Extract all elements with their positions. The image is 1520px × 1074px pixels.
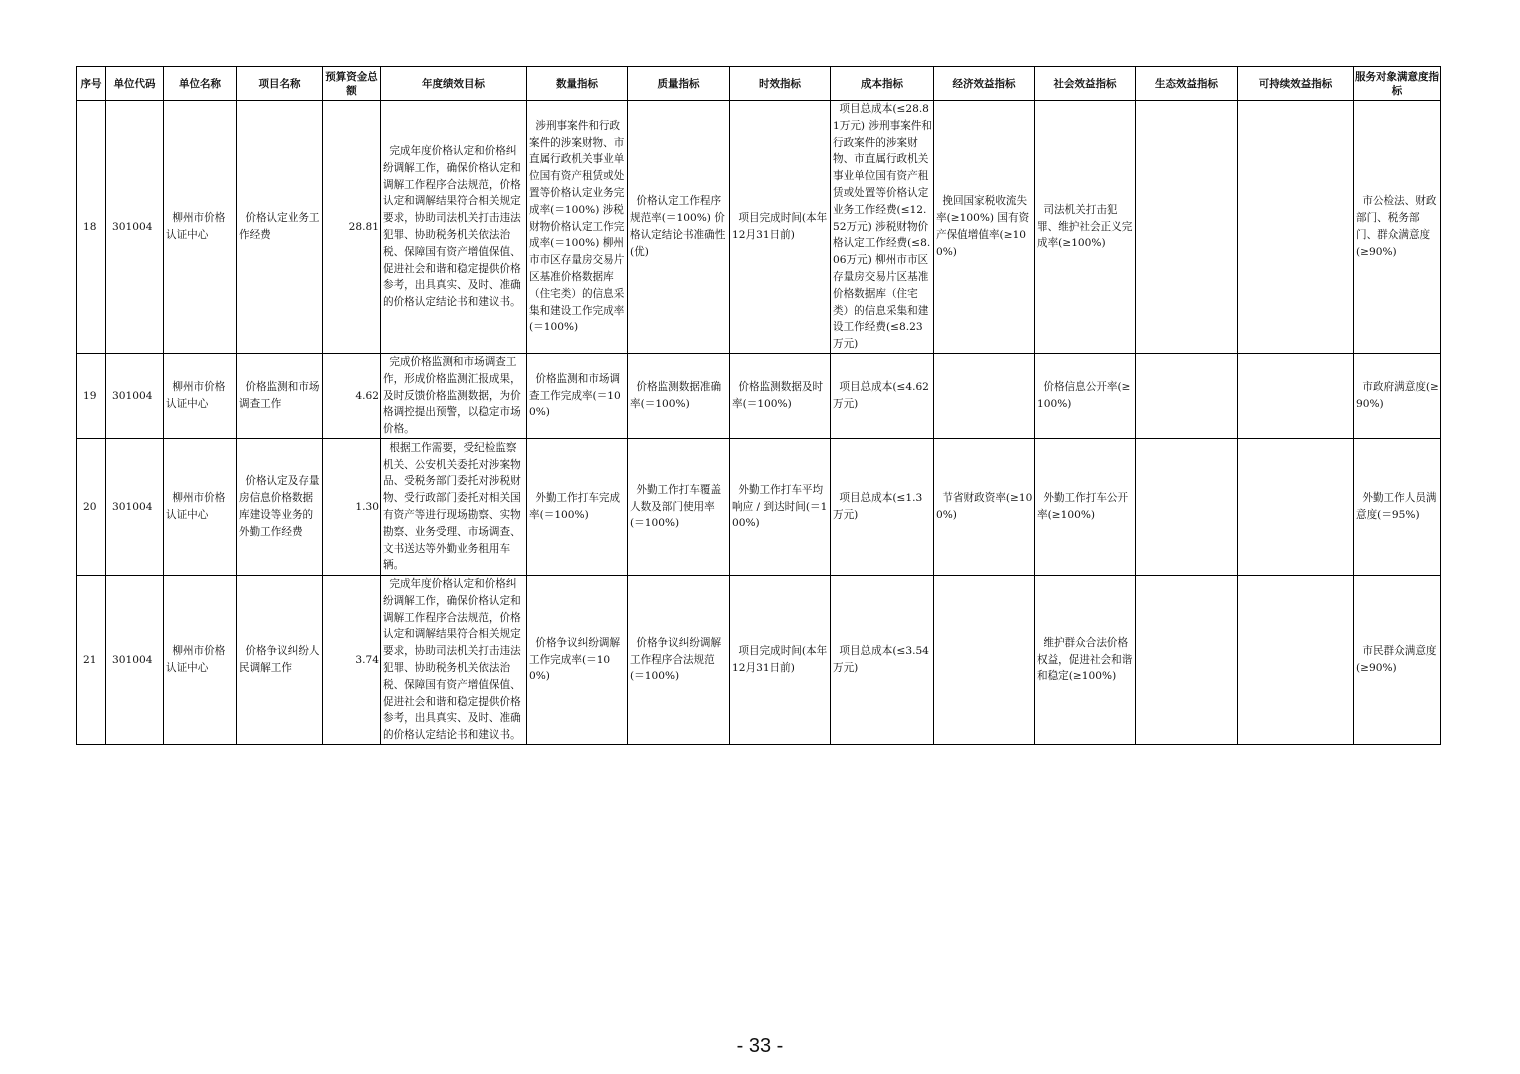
cell-social: 维护群众合法价格权益，促进社会和谐和稳定(≥100%)	[1035, 576, 1136, 745]
cell-budget: 4.62	[323, 354, 381, 439]
header-sustainable: 可持续效益指标	[1238, 67, 1354, 101]
cell-unit-code: 301004	[106, 576, 164, 745]
cell-timeliness: 价格监测数据及时率(＝100%)	[730, 354, 831, 439]
cell-unit-name: 柳州市价格认证中心	[164, 101, 237, 354]
header-seq: 序号	[77, 67, 106, 101]
cell-cost: 项目总成本(≤3.54万元)	[831, 576, 934, 745]
cell-ecological	[1136, 576, 1238, 745]
header-social: 社会效益指标	[1035, 67, 1136, 101]
header-quality: 质量指标	[628, 67, 730, 101]
cell-economic	[934, 354, 1035, 439]
cell-social: 外勤工作打车公开率(≥100%)	[1035, 439, 1136, 576]
cell-unit-code: 301004	[106, 101, 164, 354]
cell-sustainable	[1238, 576, 1354, 745]
cell-annual-goal: 根据工作需要，受纪检监察机关、公安机关委托对涉案物品、受税务部门委托对涉税财物、受行政部门委托对相关国有资产等进行现场勘察、实物勘察、业务受理、市场调查、文书送达等外勤业务租用车辆。	[381, 439, 527, 576]
cell-cost: 项目总成本(≤28.81万元) 涉刑事案件和行政案件的涉案财物、市直属行政机关事业单位国有资产租赁或处置等价格认定业务工作经费(≤12.52万元) 涉税财物价格认定工作经费(≤8.06万元) 柳州市市区存量房交易片区基准价格数据库（住宅类）的信息采集和建设工作经费(≤8.23万元)	[831, 101, 934, 354]
cell-economic	[934, 576, 1035, 745]
page-number: - 33 -	[736, 1035, 784, 1057]
header-economic: 经济效益指标	[934, 67, 1035, 101]
header-timeliness: 时效指标	[730, 67, 831, 101]
cell-satisfaction: 市公检法、财政部门、税务部门、群众满意度(≥90%)	[1354, 101, 1441, 354]
cell-project-name: 价格监测和市场调查工作	[237, 354, 323, 439]
cell-annual-goal: 完成年度价格认定和价格纠纷调解工作，确保价格认定和调解工作程序合法规范，价格认定和调解结果符合相关规定要求，协助司法机关打击违法犯罪、协助税务机关依法治税、保障国有资产增值保值、促进社会和谐和稳定提供价格参考，出具真实、及时、准确的价格认定结论书和建议书。	[381, 101, 527, 354]
cell-unit-code: 301004	[106, 354, 164, 439]
cell-satisfaction: 市民群众满意度(≥90%)	[1354, 576, 1441, 745]
header-project-name: 项目名称	[237, 67, 323, 101]
cell-social: 价格信息公开率(≥100%)	[1035, 354, 1136, 439]
cell-project-name: 价格争议纠纷人民调解工作	[237, 576, 323, 745]
cell-project-name: 价格认定及存量房信息价格数据库建设等业务的外勤工作经费	[237, 439, 323, 576]
cell-sustainable	[1238, 101, 1354, 354]
header-budget: 预算资金总额	[323, 67, 381, 101]
cell-ecological	[1136, 354, 1238, 439]
performance-table	[76, 66, 1441, 745]
cell-seq: 19	[77, 354, 106, 439]
cell-quality: 价格监测数据准确率(＝100%)	[628, 354, 730, 439]
cell-social: 司法机关打击犯罪、维护社会正义完成率(≥100%)	[1035, 101, 1136, 354]
cell-ecological	[1136, 101, 1238, 354]
cell-seq: 21	[77, 576, 106, 745]
cell-annual-goal: 完成价格监测和市场调查工作，形成价格监测汇报成果，及时反馈价格监测数据，为价格调控提出预警，以稳定市场价格。	[381, 354, 527, 439]
cell-project-name: 价格认定业务工作经费	[237, 101, 323, 354]
cell-unit-name: 柳州市价格认证中心	[164, 576, 237, 745]
cell-satisfaction: 外勤工作人员满意度(＝95%)	[1354, 439, 1441, 576]
table-row	[77, 354, 1441, 439]
table-row	[77, 439, 1441, 576]
cell-quality: 外勤工作打车覆盖人数及部门使用率(＝100%)	[628, 439, 730, 576]
cell-seq: 18	[77, 101, 106, 354]
cell-annual-goal: 完成年度价格认定和价格纠纷调解工作，确保价格认定和调解工作程序合法规范，价格认定和调解结果符合相关规定要求，协助司法机关打击违法犯罪、协助税务机关依法治税、保障国有资产增值保值、促进社会和谐和稳定提供价格参考，出具真实、及时、准确的价格认定结论书和建议书。	[381, 576, 527, 745]
cell-satisfaction: 市政府满意度(≥90%)	[1354, 354, 1441, 439]
cell-quality: 价格争议纠纷调解工作程序合法规范(＝100%)	[628, 576, 730, 745]
cell-cost: 项目总成本(≤1.3万元)	[831, 439, 934, 576]
header-ecological: 生态效益指标	[1136, 67, 1238, 101]
cell-unit-name: 柳州市价格认证中心	[164, 354, 237, 439]
cell-budget: 28.81	[323, 101, 381, 354]
table-row	[77, 101, 1441, 354]
cell-seq: 20	[77, 439, 106, 576]
cell-ecological	[1136, 439, 1238, 576]
cell-unit-name: 柳州市价格认证中心	[164, 439, 237, 576]
cell-timeliness: 外勤工作打车平均响应 / 到达时间(＝100%)	[730, 439, 831, 576]
cell-quality: 价格认定工作程序规范率(＝100%) 价格认定结论书准确性(优)	[628, 101, 730, 354]
cell-unit-code: 301004	[106, 439, 164, 576]
cell-budget: 3.74	[323, 576, 381, 745]
cell-timeliness: 项目完成时间(本年12月31日前)	[730, 576, 831, 745]
cell-quantity: 外勤工作打车完成率(＝100%)	[527, 439, 628, 576]
header-cost: 成本指标	[831, 67, 934, 101]
cell-sustainable	[1238, 354, 1354, 439]
cell-quantity: 涉刑事案件和行政案件的涉案财物、市直属行政机关事业单位国有资产租赁或处置等价格认定业务完成率(＝100%) 涉税财物价格认定工作完成率(＝100%) 柳州市市区存量房交易片区基准价格数据库（住宅类）的信息采集和建设工作完成率(＝100%)	[527, 101, 628, 354]
table-row	[77, 576, 1441, 745]
cell-quantity: 价格监测和市场调查工作完成率(＝100%)	[527, 354, 628, 439]
header-satisfaction: 服务对象满意度指标	[1354, 67, 1441, 101]
header-unit-code: 单位代码	[106, 67, 164, 101]
cell-timeliness: 项目完成时间(本年12月31日前)	[730, 101, 831, 354]
header-unit-name: 单位名称	[164, 67, 237, 101]
header-annual-goal: 年度绩效目标	[381, 67, 527, 101]
cell-sustainable	[1238, 439, 1354, 576]
cell-economic: 节省财政资率(≥100%)	[934, 439, 1035, 576]
cell-quantity: 价格争议纠纷调解工作完成率(＝100%)	[527, 576, 628, 745]
table-header-row	[77, 67, 1441, 101]
cell-economic: 挽回国家税收流失率(≥100%) 国有资产保值增值率(≥100%)	[934, 101, 1035, 354]
header-quantity: 数量指标	[527, 67, 628, 101]
cell-budget: 1.30	[323, 439, 381, 576]
cell-cost: 项目总成本(≤4.62万元)	[831, 354, 934, 439]
